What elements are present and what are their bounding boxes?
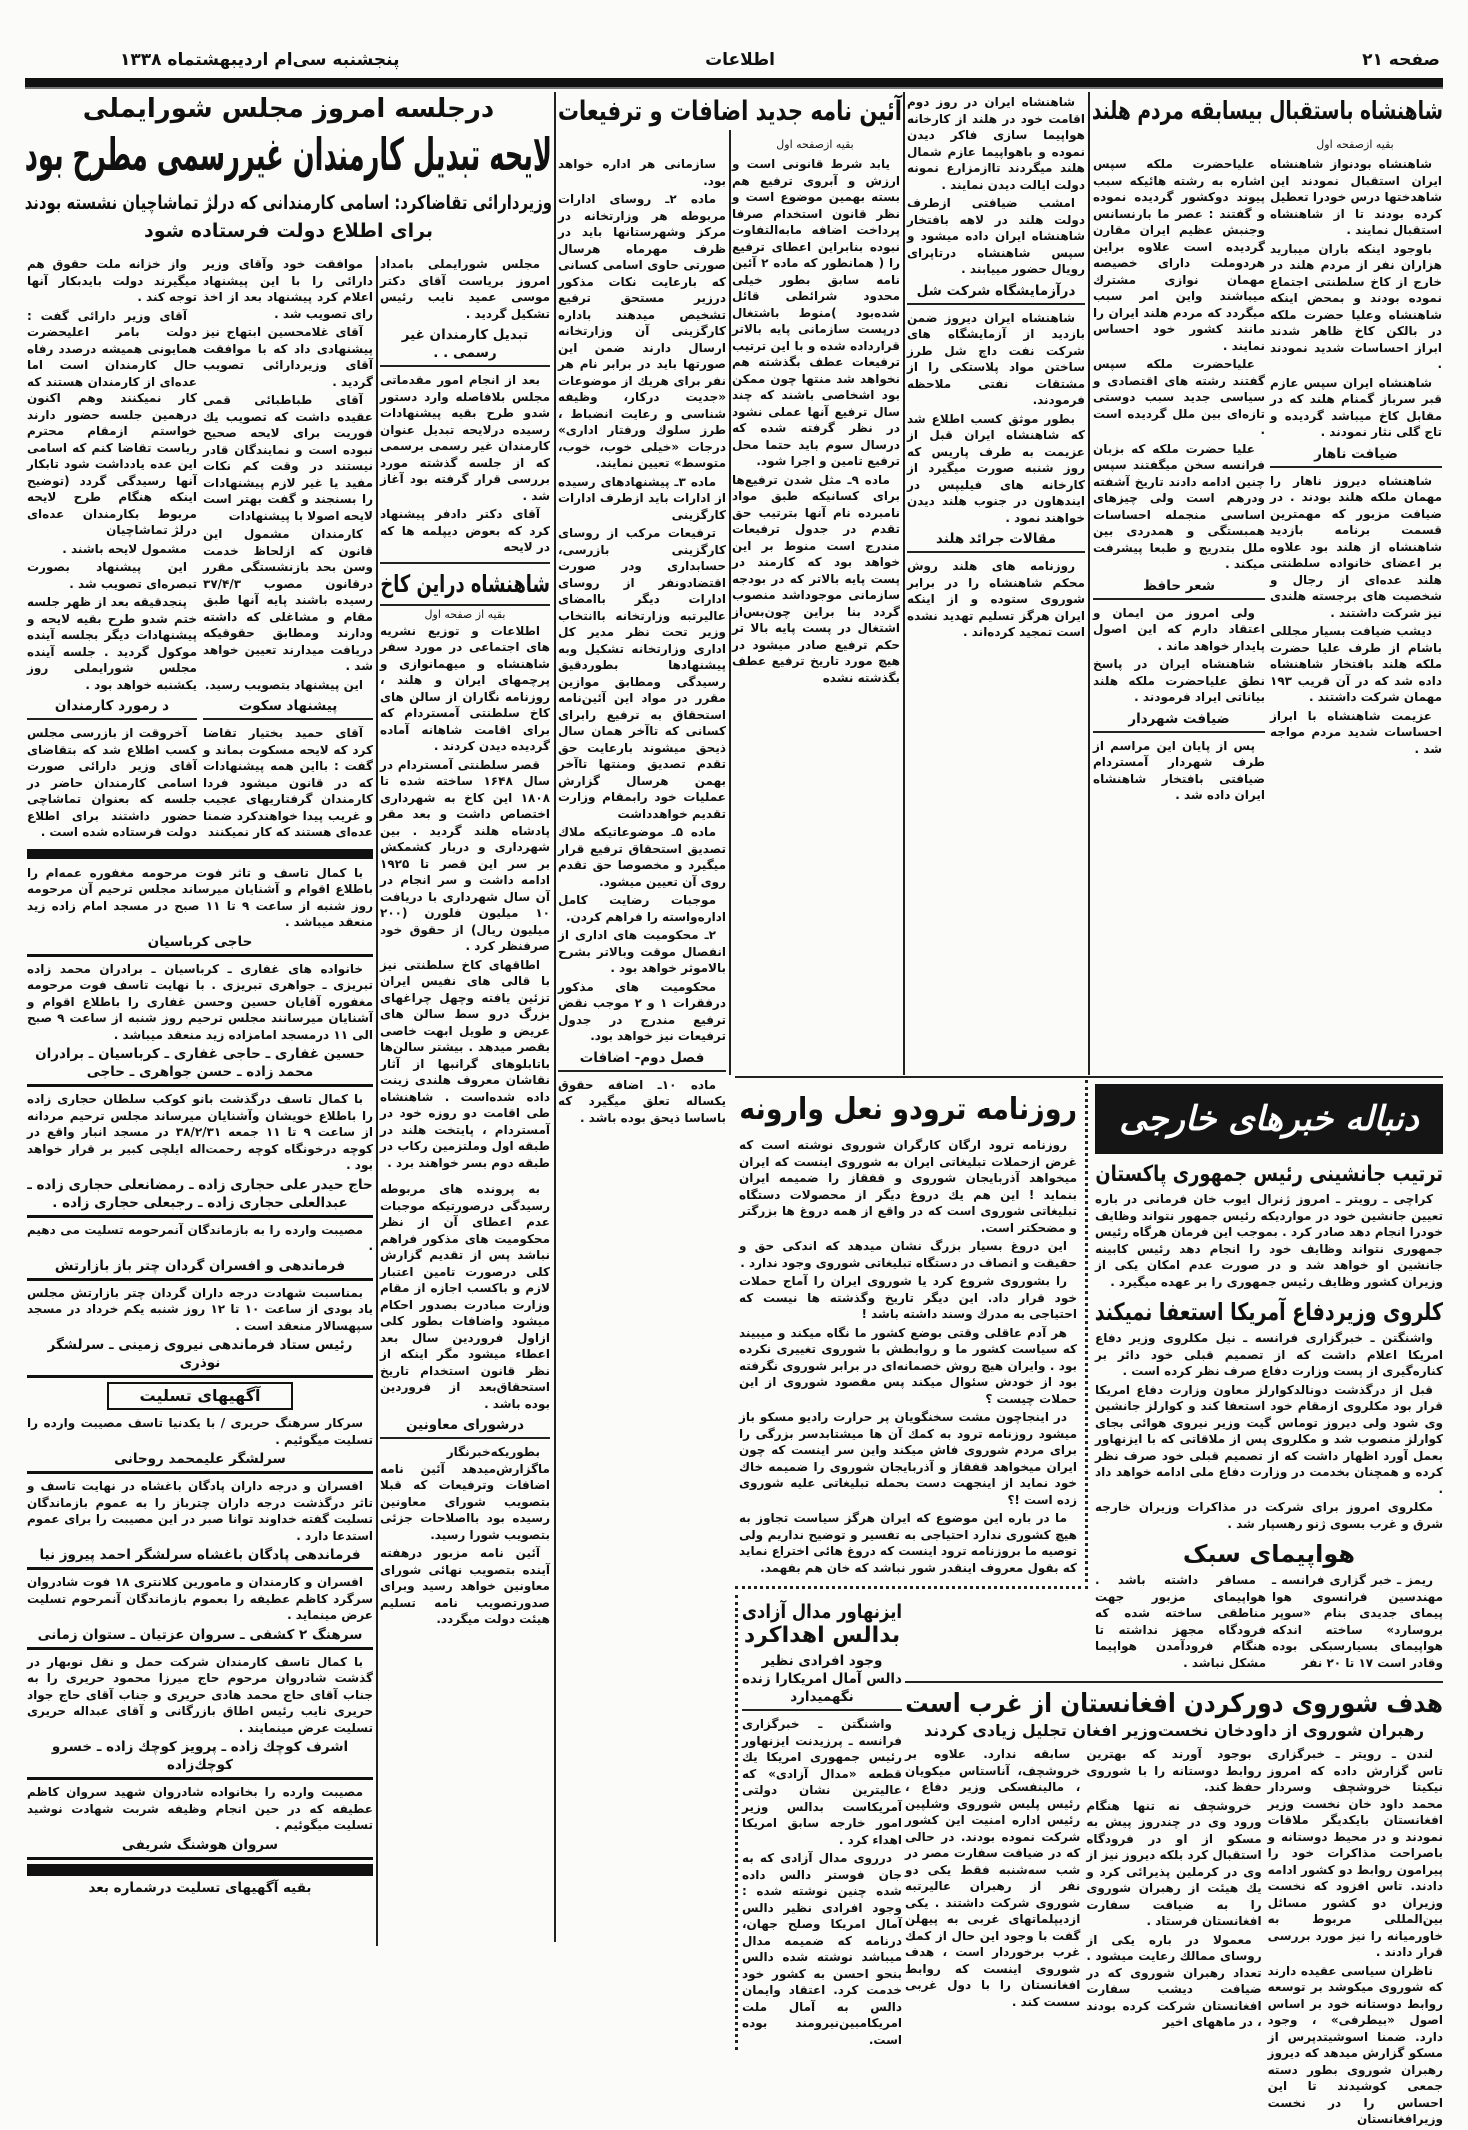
divider (27, 1567, 373, 1570)
obituary-text: با کمال تاسف کارمندان شرکت حمل و نقل نوبهار در گذشت شادروان مرحوم حاج میرزا محمود حریری را به جناب آقای حاج محمد هادی حریری و جناب آقای حاج جواد حریری نایب رئیس اطاق بازرگانی و آقای عبداله حریری تسلیت عرض مینمایند . (27, 1654, 373, 1735)
paragraph: ماده ۵ـ موضوعاتیکه ملاك تصدیق استحقاق ترفیع قرار میگیرد و مخصوصا حق تقدم روی آن تعیین میشود. (558, 825, 726, 889)
article-eisenhower (735, 1595, 902, 2050)
column-divider (376, 256, 378, 1946)
column-divider (1088, 92, 1090, 1075)
article-column (742, 1652, 902, 2048)
paragraph: آئین نامه مزبور درهفته آینده بتصویب نهائی شورای معاونین خواهد رسید وبرای صدورتصویب نامه تسلیم هیئت دولت میگردد. (380, 1546, 550, 1626)
paragraph: به پرونده های مربوطه رسیدگی درصورتیکه موجبات عدم اعطای آن از نظر محکومیت های مذکور فراهم نباشد پس از تقدیم گزارش کلی درصورت تامین اعتبار لازم و باکسب اجازه از مقام وزارت مبادرت بصدور احکام میشود واضافات بطور کلی ازاول فروردین سال بعد اعطاء میشود مگر اینکه از نظر قانون استخدام تاریخ استحقاق‌بعد از فروردین بوده باشد . (380, 1182, 550, 1411)
article-subhead: وزیردارائی تقاضاکرد: اسامی کارمندانی که درلژ تماشاچیان نشسته بودند (24, 192, 553, 214)
obituary-text: سرکار سرهنگ حریری / با یکدنیا تاسف مصیبت وارده را تسلیت میگوئیم . (27, 1416, 373, 1447)
paragraph: یابد شرط قانونی است و ارزش و آبروی ترفیع هم بسته بهمین موضوع است و نظر قانون استخدام صرفا پرداخت اضافه مابه‌التفاوت نبوده بنابراین اعطای ترفیع را ( همانطور که ماده ۲ آئین نامه سابق بطور خیلی محدود شرائطی قائل شده‌بود )منوط باشتغال درپست سازمانی پایه بالاتر قرارداده شده و با این ترتیب ترفیعات عطف بگذشته هم نخواهد شد منتها چون ممکن بود اشخاصی باشند که چند سال ترفیع آنها عملی نشود در نظر گرفته شده که درسال سوم باید حتما محل ترفیع تامین و اجرا شود. (732, 157, 900, 468)
paragraph: محکومیت های مذکور درفقرات ۱ و ۲ موجب نقض ترفیع مندرج در جدول ترفیعات نیز خواهد بود. (558, 979, 726, 1043)
paragraph: ماده ۱۰ـ اضافه حقوق یکساله تعلق میگیرد که باساسا ذیحق بوده باشد . (558, 1077, 726, 1125)
headline-box (380, 562, 550, 606)
divider (27, 1857, 373, 1860)
article-headline: روزنامه ترودو نعل وارونه (739, 1092, 1077, 1127)
article-text (1095, 1191, 1443, 1292)
paragraph: این پیشنهاد بصورت تبصره‌ای تصویب شد . (27, 560, 197, 591)
paragraph: اطلاعات و توزیع نشریه های اجتماعی در مورد سفر شاهنشاه و میهمانوازی و پرچمهای ایران و هلند ، روزنامه نگاران از سالن های کاخ سلطنتی آمستردام که برای اقامت شاهانه آماده گردیده دیدن کردند . (380, 623, 550, 753)
paragraph: مجلس شورایملی بامداد امروز بریاست آقای دکتر موسی عمید نایب رئیس تشکیل گردید . (380, 257, 550, 321)
obituary-footer: بقیه آگهیهای تسلیت درشماره بعد (88, 1879, 312, 1896)
obituary-signature: حسین غفاری ـ حاجی غفاری ـ کرباسیان ـ برادران محمد زاده ـ حسن جواهری ـ حاجی (35, 1046, 365, 1080)
paragraph: سازمانی هر اداره خواهد بود. (558, 157, 726, 188)
paragraph: کارمندان مشمول این قانون که ازلحاظ خدمت وسن بحد بازنشستگی مقرر درقانون مصوب ۳۷/۴/۳ رسیده باشند پایه آنها طبق مقام و مشاغلی که داشته ودارند ومطابق حقوقیکه دریافت میدارند تعیین خواهد شد . (203, 527, 373, 673)
article-headline: شاهنشاه باستقبال بیسابقه مردم هلند (1091, 96, 1443, 125)
paragraph: هر آدم عاقلی وقتی بوضع کشور ما نگاه میکند و میبیند که سیاست کشور ما و روابطش با شوروی تغییری نکرده بود . وایران هیچ روش خصمانه‌ای در برابر شوروی نگرفته بود از خودش سئوال میکند پس مقصود شوروی از این حملات چیست ؟ (739, 1325, 1077, 1406)
article-subhead: رهبران شوروی از داودخان نخست‌وزیر افغان تجلیل زیادی کردند (923, 1721, 1425, 1740)
obituary-text: خانواده های غفاری ـ کرباسیان ـ برادران محمد زاده تبریزی ـ جواهری تبریزی . با نهایت تاسف فوت مرحومه مغفوره آقایان حسین وحسن غفاری را باطلاع اقوام و آشنایان میرسانند مجلس ترحیم روز شنبه از ساعت ۹ صبح الی ۱۱ درمسجد امامزاده زید منعقد میباشد . (27, 961, 373, 1042)
paragraph: مکلروی امروز برای شرکت در مذاکرات وزیران خارجه شرق و غرب بسوی ژنو رهسپار شد . (1095, 1500, 1443, 1531)
obituary-signature: فرماندهی و افسران گردان چتر باز بازارتش (54, 1257, 346, 1274)
paragraph: پس از پایان این مراسم از طرف شهردار آمستردام ضیافتی بافتخار شاهنشاه ایران داده شد . (1093, 738, 1265, 802)
paragraph: بعد از انجام امور مقدماتی مجلس بلافاصله وارد دستور شدو طرح بقیه پیشنهادات رسیده درلایحه تبدیل عنوان کارمندان غیر رسمی برسمی که از جلسه گذشته مورد بررسی قرار گرفته بود آغاز شد . (380, 373, 550, 503)
paragraph: قبل از درگذشت دونالدکوارلز معاون وزارت دفاع امریکا قرار بود مکلروی ازمقام خود استعفا کند و کوارلز جانشین وی شود ولی دیروز توماس گیت وزیر نیروی هوائی بجای کوارلز منصوب شد و مکلروی پس از ملاقاتی که با ایزنهاور بعمل آورد اظهار داشت که از تصمیم قبلی خود صرف نظر کرده و همچنان بخدمت در وزارت دفاع ملی ادامه خواهد داد . (1095, 1382, 1443, 1496)
paragraph: عزیمت شاهنشاه با ابراز احساسات شدید مردم مواجه شد . (1270, 708, 1442, 756)
issue-date: پنجشنبه سی‌ام اردیبهشتماه ۱۳۳۸ (120, 50, 400, 70)
column-divider (903, 92, 905, 1075)
continued-label: بقیه از صفحه اول (424, 607, 506, 621)
paragraph: شاهنشاه دیروز ناهار را مهمان ملکه هلند بودند . در ضیافت مزبور که مهمترین قسمت برنامه بازدید شاهنشاه از هلند بود علاوه بر اعضای خانواده سلطنتی هلند عده‌ای از رجال و شخصیت های برجسته هلندی نیز شرکت داشتند . (1270, 473, 1442, 620)
article-column (907, 94, 1085, 643)
paragraph: در اینجاچون مشت سخنگویان پر حرارت رادیو مسکو باز میشود روزنامه ترود به کمك آن ها میشتابدسر بزرگی را برای مردم شوروی فاش میکند واین سر اینست که چون ایران میخواهد قفقاز و آذربایجان شوروی را ضمیمه خاك خود نماید از اینجهت دست بحمله تبلیغاتی علیه شوروی زده است !؟ (739, 1410, 1077, 1507)
section-banner: دنباله خبرهای خارجی (1095, 1084, 1443, 1154)
article-column (1086, 1746, 1261, 2033)
page-number: صفحه ۲۱ (1362, 50, 1440, 70)
article-subhead: برای اطلاع دولت فرستاده شود (143, 220, 434, 242)
article-column (1268, 1746, 1443, 2130)
divider (27, 1471, 373, 1474)
paragraph: امشب ضیافتی ازطرف دولت هلند در لاهه بافتخار شاهنشاه ایران داده میشود و سپس شاهنشاه درتاپرای رویال حضور مییابند . (907, 196, 1085, 276)
divider (27, 1647, 373, 1650)
divider (27, 1375, 373, 1378)
obituary-column (27, 865, 373, 1898)
article-column (203, 256, 373, 843)
section-rule (905, 1681, 1443, 1683)
paragraph: ما در باره این موضوع که ایران هرگز سیاست تجاوز به هیچ کشوری ندارد احتیاجی به تفسیر و توضیح نداریم ولی توصیه ما بروزنامه ترود اینست که دروغ هائی اختراع نماید که بقول معروف اینقدر شور نباشد که خان هم بفهمد. (739, 1511, 1077, 1575)
article-headline: بدالس اهداکرد (743, 1623, 901, 1648)
column-divider (729, 130, 731, 1075)
paragraph: درروی مدال آزادی که به جان فوستر دالس داده شده چنین نوشته شده : وجود افرادی نظیر دالس آمال امریکا وصلح جهان، درنامه که ضمیمه مدال میباشد نوشته شده دالس بنحو احسن به کشور خود خدمت کرد. اعتقاد وایمان دالس به آمال ملت امریکامبین‌نیرومند بوده است. (742, 1851, 902, 2047)
subheading: درشورای معاونین (380, 1416, 550, 1439)
paragraph: علیاحضرت ملکه سپس اشاره به رشته هائیکه سبب پیوند دوکشور گردیده نموده و گفتند : عصر ما بارنسانس وجنبش عظیم ایران مقارن گردیده است علاوه براین هردوملت دارای خصیصه مهمان نوازی مشترك میباشند واین امر سبب میگردد که مردم هلند ایران را مانند کشور خود احساس نمایند . (1093, 157, 1265, 353)
article-headline: ترتیب جانشینی رئیس جمهوری پاکستان (1095, 1162, 1443, 1187)
paragraph: قصر سلطنتی آمستردام در سال ۱۶۴۸ ساخته شده تا ۱۸۰۸ این کاخ به شهرداری اختصاص داشت و بعد مقر پادشاه هلند گردید . بین شهرداری و دربار کشمکش بر سر این قصر تا ۱۹۲۵ ادامه داشت و سر انجام در آن سال شهرداری با دریافت ۱۰ میلیون فلورن (۲۰۰ میلیون ریال) از حقوق خود صرفنظر کرد . (380, 757, 550, 953)
article-column (27, 256, 197, 843)
subheading: مقالات جرائد هلند (907, 530, 1085, 553)
obituary-signature: سرلشگر علیمحمد روحانی (114, 1451, 286, 1467)
paragraph: موافقت خود وآقای وزیر دارائی را با این پیشنهاد اعلام کرد پیشنهاد بعد از اخذ رای تصویب شد . (203, 257, 373, 321)
obituary-signature: سرهنگ ۲ کشفی ـ سروان عزتیان ـ ستوان زمانی (37, 1626, 363, 1643)
paragraph: شاهنشاه بودنواز شاهنشاه ایران استقبال نمودند این شاهدختها درس خودرا تعطیل کرده بودند تا از شاهنشاه استقبال نمایند . (1270, 157, 1442, 237)
paragraph: بطور موثق کسب اطلاع شد که شاهنشاه ایران قبل از عزیمت به طرف پاریس که روز شنبه صورت میگیرد از کارخانه های فیلیپس در ایندهاون در جنوب هلند دیدن خواهند نمود . (907, 411, 1085, 525)
article-column (380, 256, 550, 558)
obituary-text: بمناسبت شهادت درجه داران گردان چتر بازارتش مجلس یاد بودی از ساعت ۱۰ تا ۱۲ روز شنبه یکم خرداد در مسجد سپهسالار منعقد است . (27, 1285, 373, 1333)
paragraph: مسافر داشته باشد . هواپیمای مزبور جهت مناطقی ساخته شده که فرودگاه مجهز نداشته تا هنگام فرودآمدن هواپیما مشکل نباشد . (1095, 1573, 1266, 1670)
paragraph: آقای حمید بختیار تقاضا کرد که لایحه مسکوت بماند و گفت : بااین همه پیشنهادات که در قانون میشود فردا کارمندان گرفتاریهای عجیب و غریب پیدا خواهندکرد ضمنا عده‌ای هستند که کار نمیکنند (203, 726, 373, 839)
article-headline: هدف شوروی دورکردن افغانستان از غرب است (905, 1689, 1443, 1719)
article-column (380, 1181, 550, 1630)
left-stack (27, 256, 373, 1898)
column-divider (554, 92, 556, 1942)
article-trud (735, 1080, 1088, 1589)
obituary-text: با کمال تاسف درگذشت بانو کوکب سلطان حجاری زاده را باطلاع خویشان وآشنایان میرساند مجلس ترحیم مردانه از ساعت ۹ تا ۱۱ جمعه ۳۸/۲/۳۱ در مسجد انبار واقع در کوچه درخونگاه کوچه رحمت‌اله ایلچی کبیر بر قرار خواهد بود . (27, 1092, 374, 1172)
paragraph: شاهنشاه ایران دیروز ضمن بازدید از آزمایشگاه های شرکت نفت داچ شل طرز ساختن مواد پلاستکی را از مشتقات نفتی ملاحظه فرمودند. (907, 310, 1085, 407)
paragraph: واشنگتن ـ خبرگزاری فرانسه ـ پرزیدنت ایزنهاور رئیس جمهوری امریکا یك قطعه «مدال آزادی» که عالیترین نشان دولتی آمریکاست بدالس وزیر امور خارجه سابق امریکا اهداء کرد . (742, 1717, 902, 1847)
paragraph: مشمول لایحه باشند . (62, 541, 187, 556)
paragraph: بطوریکه‌خبرنگار ماگزارش‌میدهد آئین نامه اضافات وترفیعات که قبلا بتصویب شورای معاونین رسیده بود بااصلاحات جزئی بتصویب شورا رسید. (380, 1445, 550, 1542)
article-column (380, 623, 550, 1172)
article-column (905, 1746, 1080, 2012)
paragraph: این پیشنهاد بتصویب رسید. (204, 677, 363, 692)
paragraph: ناظران سیاسی عقیده دارند که شوروی میکوشد بر توسعه روابط دوستانه خود بر اساس اصول «بیطرفی» ، وجود دارد. ضمنا اسوشیتدپرس از مسکو گزارش میدهد که دیروز رهبران شوروی بطور دسته جمعی کوشیدند تا این احساس را در نخست وزیرافغانستان (1267, 1963, 1443, 2126)
third-column-stack (380, 256, 550, 1630)
continued-label: بقیه ازصفحه اول (776, 138, 854, 151)
paragraph: واز خزانه ملت حقوق هم میگیرند دولت بایدبکار آنها توجه کند . (27, 257, 197, 304)
divider (27, 1777, 373, 1780)
article-text (1095, 1330, 1443, 1534)
paragraph: را بشوروی شروع کرد یا شوروی ایران را آماج حملات خود قرار داد. این دیگر تاریخ وگذشته ها نیست که احتیاجی به مدرك وسند داشته باشد ! (739, 1274, 1077, 1321)
article-column (1095, 1572, 1266, 1673)
paragraph: موجبات رضایت کامل اداره‌واسته را فراهم کردن. (558, 893, 726, 924)
article-column (739, 1137, 1077, 1576)
paragraph: شاهنشاه ایران در روز دوم اقامت خود در هلند از کارخانه هواپیما سازی فاکر دیدن نموده و باهواپیما عازم شمال هلند میگردند تاازمزارع نمونه دولت ایالت دیدن نمایند . (907, 95, 1085, 192)
paragraph: روزنامه ترود ارگان کارگران شوروی نوشته است که غرض ازحملات تبلیغاتی ایران به شوروی اینست که ایران میخواهد آذربایجان شوروی و قفقاز را ضمیمه ایران بنماید ! این هم یك دروغ دیگر از محصولات دستگاه تبلیغاتی شوروی است که در واقع از همه دروغ ها بزرگتر و مضحکتر است. (739, 1138, 1077, 1235)
article-column (558, 156, 726, 1128)
paragraph: این دروغ بسیار بزرگ نشان میدهد که اندکی حق و حقیقت و انصاف در دستگاه تبلیغاتی شوروی وجود ندارد . (739, 1239, 1077, 1270)
paragraph: خروشچف نه تنها هنگام ورود وی در چندروز پیش به مسکو از او در فرودگاه استقبال کرد بلکه دیروز نیز از وی در کرملین پذیرائی کرد و یك هیئت از رهبران شوروی را به ضیافت سفارت افغانستان فرستاد . (1086, 1798, 1262, 1928)
obituary-text: افسران و درجه داران پادگان باغشاه در نهایت تاسف و تاثر درگذشت درجه داران چترباز را به عموم بازماندگان تسلیت گفته خداوند توانا صبر در این مصیبت را برای عموم استدعا دارد . (27, 1479, 373, 1543)
obituary-text: مصیبت وارده را به بازماندگان آنمرحومه تسلیت می دهیم . (27, 1222, 373, 1253)
article-majlis (27, 256, 373, 843)
obituary-signature: حاجی کرباسیان (147, 933, 253, 950)
subheading: پیشنهاد سکوت (203, 697, 373, 720)
section-bar (27, 849, 373, 859)
obituary-signature: رئیس ستاد فرماندهی نیروی زمینی ـ سرلشگر نوذری (47, 1337, 353, 1371)
article-column (732, 156, 900, 688)
subheading: درآزمایشگاه شرکت شل (907, 282, 1085, 305)
article-column (1093, 156, 1265, 806)
article-light-plane (1095, 1534, 1443, 1673)
obituary-signature: فرماندهی پادگان باغشاه سرلشگر احمد پیروز نیا (39, 1547, 361, 1563)
paragraph: اطاقهای کاخ سلطنتی نیز با قالی های نفیس ایران تزئین یافته وچهل چراغهای بزرگ درو سط سالن های عریض و طویل ابهت خاصی بقصر میدهد . بیشتر سالن‌ها باتابلوهای گرانبها از آثار نقاشان معروف هلندی زینت داده شده‌است . شاهنشاه طی اقامت دو روزه خود در آمستردام ، پایتخت هلند در طبقه اول وملتزمین رکاب در طبقه دوم بسر خواهند برد . (380, 957, 550, 1170)
obituary-text: مصیبت وارده را بخانواده شادروان شهید سروان کاظم عطیفه که در حین انجام وظیفه شربت شهادت نوشید تسلیت میگوئیم . (27, 1785, 373, 1832)
paragraph: دیشب ضیافت بسیار مجللی باشام از طرف علیا حضرت ملکه هلند بافتخار شاهنشاه داده شد که در آن قریب ۱۹۳ مهمان شرکت داشتند . (1270, 624, 1442, 704)
paragraph: آخروقت از بازرسی مجلس کسب اطلاع شد که بتقاضای آقای وزیر دارائی صورت اسامی کارمندان حاضر در جلسه که بعنوان تماشاچی حضور داشتند برای اطلاع دولت فرستاده شده است . (27, 726, 197, 839)
paragraph: لندن ـ رویتر ـ خبرگزاری تاس گزارش داده که امروز نیکیتا خروشچف وسردار محمد داود خان نخست وزیر افغانستان بایکدیگر ملاقات نمودند و در محیط دوستانه و باصراحت مذاکرات خود را پیرامون روابط دو کشور ادامه دادند. تاس افزود که نخست وزیران دو کشور مسائل بین‌المللی مربوط به خاورمیانه را نیز مورد بررسی قرار دادند . (1267, 1747, 1443, 1959)
article-headline: ایزنهاور مدال آزادی (741, 1601, 902, 1623)
divider (27, 1215, 373, 1218)
divider (27, 1084, 373, 1087)
section-rule (735, 1076, 1443, 1078)
article-headline: کلروی وزیردفاع آمریکا استعفا نمیکند (1094, 1298, 1443, 1326)
paragraph: ماده ۲ـ روسای ادارات مربوطه هر وزارتخانه در مرکز وشهرستانها باید در ظرف مهرماه هرسال صورتی حاوی اسامی کسانی که بارعایت نکات مذکور درزیر مستحق ترفیع تشخیص میدهند باداره کارگزینی آن وزارتخانه ارسال دارند ضمن این صورتها باید در برابر نام هر نفر برای هریك از موضوعات «جدیت درکار، وظیفه شناسی و رعایت انضباط ، طرز سلوك ورفتار اداری» درجات «خیلی خوب، خوب، متوسط» تعیین نمایند. (558, 192, 726, 470)
obituary-signature: حاج حیدر علی حجاری زاده ـ رمضانعلی حجاری زاده ـ عبدالعلی حجاری زاده ـ رجبعلی حجاری زاده . (27, 1176, 373, 1211)
article-kicker: درجلسه امروز مجلس شورایملی (82, 94, 495, 124)
paragraph: ترفیعات مرکب از روسای کارگزینی بازرسی، حسابداری ودر صورت اقتضادونفر از روسای ادارات دیگر باامضای عالیرتبه وزارتخانه باانتخاب وزیر تحت نظر مدیر کل اداری وزارتخانه تشکیل وبه پیشنهادها بطوردقیق رسیدگی ومطابق موازین مقرر در مواد این آئین‌نامه استحقاق به ترفیع رابرای کسانی که تاآخر همان سال ذیحق میشوند بارعایت حق تقدم تصدیق ومنتها تاآخر بهمن هرسال گزارش عملیات خود رابمقام وزارت تقدیم خواهدداشت (558, 526, 726, 821)
paragraph: ماده ۳ـ پیشنهادهای رسیده از ادارات باید ازطرف ادارات کارگزینی (558, 474, 726, 522)
paragraph: آقای غلامحسین ابتهاج نیز پیشنهادی داد که با موافقت آقای وزیردارائی تصویب گردید . (203, 325, 373, 389)
article-column (1270, 156, 1442, 759)
divider (27, 954, 373, 957)
obituary-signature: اشرف کوچك زاده ـ پرویز کوچك زاده ـ خسرو کوچك‌زاده (51, 1739, 349, 1773)
paragraph: ولی امروز من ایمان و اعتقاد دارم که این اصول پایدار خواهد ماند . (1093, 605, 1265, 653)
subheading: ضیافت ناهار (1270, 445, 1442, 468)
article-headline: لایحه تبدیل کارمندان غیررسمی مطرح بود (24, 128, 552, 181)
paragraph: بوجود آورند که بهترین روابط دوستانه را با شوروی حفظ کند. (1086, 1747, 1262, 1794)
article-column (1272, 1572, 1443, 1673)
obituary-text: افسران و کارمندان و مامورین کلانتری ۱۸ فوت شادروان سرگرد کاظم عطیفه را بعموم بازماندگان آنمرحوم تسلیت عرض مینماید . (27, 1575, 373, 1622)
article-headline: آئین نامه جدید اضافات و ترفیعات (557, 96, 902, 127)
paragraph: معمولا در باره یکی از روسای ممالك رعایت میشود . تعداد رهبران شوروی که در ضیافت دیشب سفارت افغانستان شرکت کرده بودند ، در ماههای اخیر (1086, 1932, 1262, 2029)
paragraph: شاهنشاه ایران سپس عازم قبر سرباز گمنام هلند که در مقابل کاخ میباشد گردیده و تاج گلی نثار نمودند . (1270, 375, 1442, 439)
article-afghanistan (905, 1681, 1443, 2130)
paragraph: آقای وزیر دارائی گفت : دولت بامر اعلیحضرت همایونی همیشه درصدد رفاه حال کارمندان است اما عده‌ای از کارمندان هستند که کار نمیکنند وهم اکنون درهمین جلسه حضور دارند خواستم ازمقام محترم ریاست تقاضا کنم که اسامی این عده یادداشت شود تابکار آنها رسیدگی گردد (توضیح اینکه هنگام طرح لایحه مربوط بکارمندان عده‌ای درلژ تماشاچیان (27, 308, 197, 537)
obituary-signature: سروان هوشنگ شریفی (121, 1836, 279, 1853)
divider (27, 1864, 373, 1876)
paragraph: علیاحضرت ملکه سپس گفتند رشته های اقتصادی و سیاسی جدید سبب دوستی تازه‌ای بین ملل گردیده است . (1093, 357, 1265, 437)
newspaper-name: اطلاعات (705, 50, 775, 70)
subheading: شعر حافظ (1093, 577, 1265, 600)
continued-label: بقیه ازصفحه اول (1316, 138, 1394, 151)
divider (27, 1278, 373, 1281)
article-headline: شاهنشاه دراین کاخ (380, 569, 550, 598)
paragraph: واشنگتن ـ خبرگزاری فرانسه ـ نیل مکلروی وزیر دفاع امریکا اعلام داشت که از تصمیم قبلی خود دائر بر کناره‌گیری از پست وزارت دفاع صرف نظر کرده است . (1095, 1331, 1443, 1378)
paragraph: پنجدقیقه بعد از ظهر جلسه ختم شدو طرح بقیه لایحه و پیشنهادات دیگر بجلسه آینده موکول گردید . جلسه آینده مجلس شورایملی روز یکشنبه خواهد بود . (27, 595, 197, 692)
paragraph: علیا حضرت ملکه که بزبان فرانسه سخن میگفتند سپس چنین ادامه دادند تاریخ آشفته ودرهم است ولی چیزهای اساسی منجمله احساسات همبستگی و همدردی بین ملل بتدریج و طبعا پیشرفت میکند . (1093, 441, 1265, 571)
subheading: تبدیل کارمندان غیر رسمی . . (380, 326, 550, 367)
subheading: د رمورد کارمندان (27, 697, 197, 720)
article-foreign-news (1095, 1084, 1443, 1673)
subheading: فصل دوم- اضافات (558, 1049, 726, 1072)
paragraph: باوجود اینکه باران میبارید هزاران نفر از مردم هلند در خارج از کاخ سلطنتی اجتماع نموده بودند و بمحض اینکه شاهنشاه وعلیا حضرت ملکه در بالکن کاخ ظاهر شدند ابراز احساسات شدید نمودند . (1270, 241, 1442, 371)
article-headline: هواپیمای سبک (1182, 1540, 1356, 1568)
paragraph: کراچی ـ رویتر ـ امروز ژنرال ایوب خان فرمانی در باره تعیین جانشین خود در مواردیکه رئیس جمهور نتواند وظایف خودرا انجام دهد صادر کرد . بموجب این فرمان هرگاه رئیس جمهوری نتواند وظایف خود را انجام دهد رئیس کابینه جانشین او خواهد شد و در صورت عدم امکان یکی از وزیران کشور وظایف رئیس جمهوری را بر عهده میگیرد . (1095, 1192, 1443, 1289)
paragraph: آقای دکتر دادفر پیشنهاد کرد که بعوض دیپلمه ها که در لایحه (380, 507, 550, 554)
article-palace (380, 558, 550, 1174)
paragraph: ریمز ـ خبر گزاری فرانسه ـ مهندسین فرانسوی هوا پیمای جدیدی بنام «سوپر بروسارد» ساخته اندکه هواپیمای بسیارسبکی بوده وقادر است ۱۷ تا ۲۰ نفر (1272, 1573, 1443, 1670)
subheading: وجود افرادی نظیر دالس آمال امریکارا زنده نگهمیدارد (742, 1652, 902, 1711)
paragraph: ماده ۹ـ مثل شدن ترفیع‌ها برای کسانیکه طبق مواد نامبرده نام آنها بترتیب حق تقدم در جدول ترفیعات مندرج است منوط بر این خواهد بود که کارمند در پست پایه بالاتر که در بودجه سازمانی موجوداشد منصوب گردد بنا براین چون‌بس‌از اشتغال در پست پایه بالا تر حکم ترفیع صادر میشود در هیچ مورد تاریخ ترفیع عطف بگذشته نشده (732, 472, 900, 685)
masthead-rule (25, 78, 1443, 89)
paragraph: شاهنشاه ایران در پاسخ نطق علیاحضرت ملکه هلند بیاناتی ایراد فرمودند . (1093, 657, 1265, 704)
subheading: ضیافت شهردار (1093, 710, 1265, 733)
paragraph: ۲ـ محکومیت های اداری از انفصال موقت وبالاتر بشرح بالاموثر خواهد بود . (558, 928, 726, 975)
paragraph: آقای طباطبائی قمی عقیده داشت که تصویب یك فوریت برای لایحه صحیح نبوده است و نمایندگان قادر نیستند در وقت کم نکات مفید یا غیر لازم پیشنهادات را بسنجند و گفت بهتر است لایحه اصولا با پیشنهادات (203, 393, 373, 523)
notice-title: آگهیهای تسلیت (107, 1382, 293, 1410)
obituary-text: با کمال تاسف و تاثر فوت مرحومه مغفوره عمه‌ام را باطلاع اقوام و آشنایان میرساند مجلس ترحیم آن مرحومه روز شنبه از ساعت ۹ تا ۱۱ صبح در مسجد امام زاده زید منعقد میباشد . (27, 865, 373, 929)
paragraph: سابقه ندارد. علاوه بر خروشچف، آناستاس میکویان ، مالینفسکی وزیر دفاع ، رئیس پلیس شوروی وشلپین رئیس اداره امنیت این کشور شرکت نموده بودند. در حالی که در ضیافت سفارت مصر در شب سه‌شنبه فقط یکی دو نفر از رهبران عالیرتبه شوروی شرکت داشتند . یکی ازدیپلماتهای غربی به پیهلن گفت با وجود این حال از کمك غرب برخوردار است ، هدف شوروی اینست که روابط افغانستان را با دول غربی سست کند . (905, 1747, 1081, 2009)
paragraph: روزنامه های هلند روش محکم شاهنشاه را در برابر شوروی ستوده و از اینکه ایران هرگز تسلیم تهدید نشده است تمجید کرده‌اند . (907, 559, 1085, 639)
